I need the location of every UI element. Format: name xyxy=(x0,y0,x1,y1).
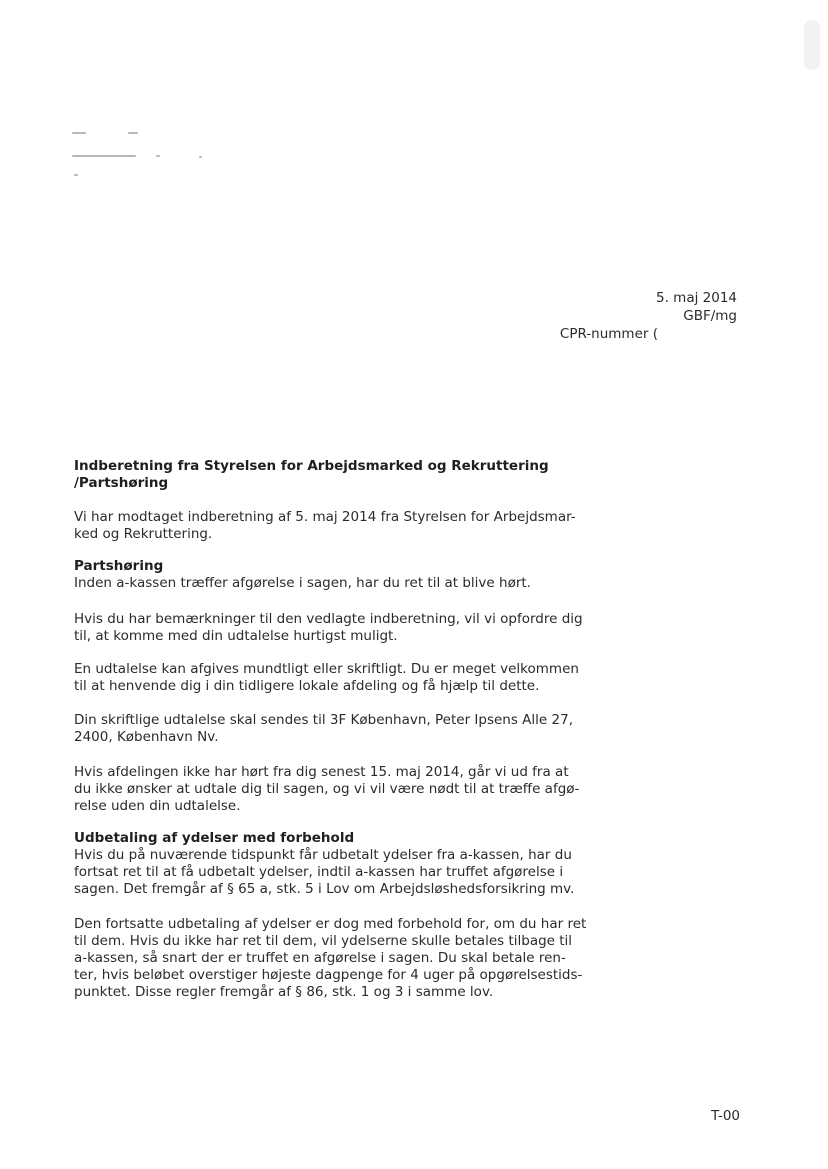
intro-text: Vi har modtaget indberetning af 5. maj 2014 fra Styrelsen for Arbejdsmar- ked og Rekruttering. xyxy=(74,509,576,542)
partshoring-paragraph-3: En udtalelse kan afgives mundtligt eller skriftligt. Du er meget velkommen til at henvende dig i din tidligere lokale afdeling og få hjælp til dette. xyxy=(74,661,579,694)
udbetaling-paragraph-1: Hvis du på nuværende tidspunkt får udbetalt ydelser fra a-kassen, har du fortsat ret til at få udbetalt ydelser, indtil a-kassen har truffet afgørelse i sagen. Det fremgår af § 65 a, stk. 5 i Lov om Arbejdsløshedsforsikring mv. xyxy=(74,847,575,897)
letter-subject xyxy=(74,458,614,492)
footer-code: T-00 xyxy=(710,1108,740,1124)
partshoring-paragraph-5-block xyxy=(74,764,614,815)
cpr-number-label: CPR-nummer ( xyxy=(559,326,658,342)
partshoring-paragraph-4-block xyxy=(74,712,614,746)
section-title-partshoring: Partshøring xyxy=(74,558,164,574)
partshoring-paragraph-4: Din skriftlige udtalelse skal sendes til 3F København, Peter Ipsens Alle 27, 2400, København Nv. xyxy=(74,712,573,745)
scan-smudge xyxy=(804,20,820,70)
partshoring-paragraph-5: Hvis afdelingen ikke har hørt fra dig senest 15. maj 2014, går vi ud fra at du ikke ønsker at udtale dig til sagen, og vi vil være nødt til at træffe afgø- relse uden din udtalelse. xyxy=(74,764,580,814)
partshoring-paragraph-2: Hvis du har bemærkninger til den vedlagte indberetning, vil vi opfordre dig til, at komme med din udtalelse hurtigst muligt. xyxy=(74,611,583,644)
letter-date: 5. maj 2014 xyxy=(656,290,737,306)
udbetaling-paragraph-2-block xyxy=(74,916,614,1001)
redacted-address-block xyxy=(72,128,212,180)
udbetaling-paragraph-2: Den fortsatte udbetaling af ydelser er dog med forbehold for, om du har ret til dem. Hvis du ikke har ret til dem, vil ydelserne skulle betales tilbage til a-kassen, så snart der er truffet en afgørelse i sagen. Du skal betale ren- ter, hvis beløbet overstiger højeste dagpenge for 4 uger på opgørelsestids- punktet. Disse regler fremgår af § 86, stk. 1 og 3 i samme lov. xyxy=(74,916,587,1000)
partshoring-paragraph-3-block xyxy=(74,661,614,695)
intro-paragraph xyxy=(74,509,614,543)
subject-line-2: /Partshøring xyxy=(74,475,169,491)
section-partshoring xyxy=(74,558,614,592)
section-title-udbetaling: Udbetaling af ydelser med forbehold xyxy=(74,830,355,846)
partshoring-paragraph-2-block xyxy=(74,611,614,645)
letter-reference: GBF/mg xyxy=(683,308,737,324)
section-udbetaling xyxy=(74,830,614,898)
subject-line-1: Indberetning fra Styrelsen for Arbejdsmarked og Rekruttering xyxy=(74,458,549,474)
partshoring-paragraph-1: Inden a-kassen træffer afgørelse i sagen, har du ret til at blive hørt. xyxy=(74,575,531,591)
